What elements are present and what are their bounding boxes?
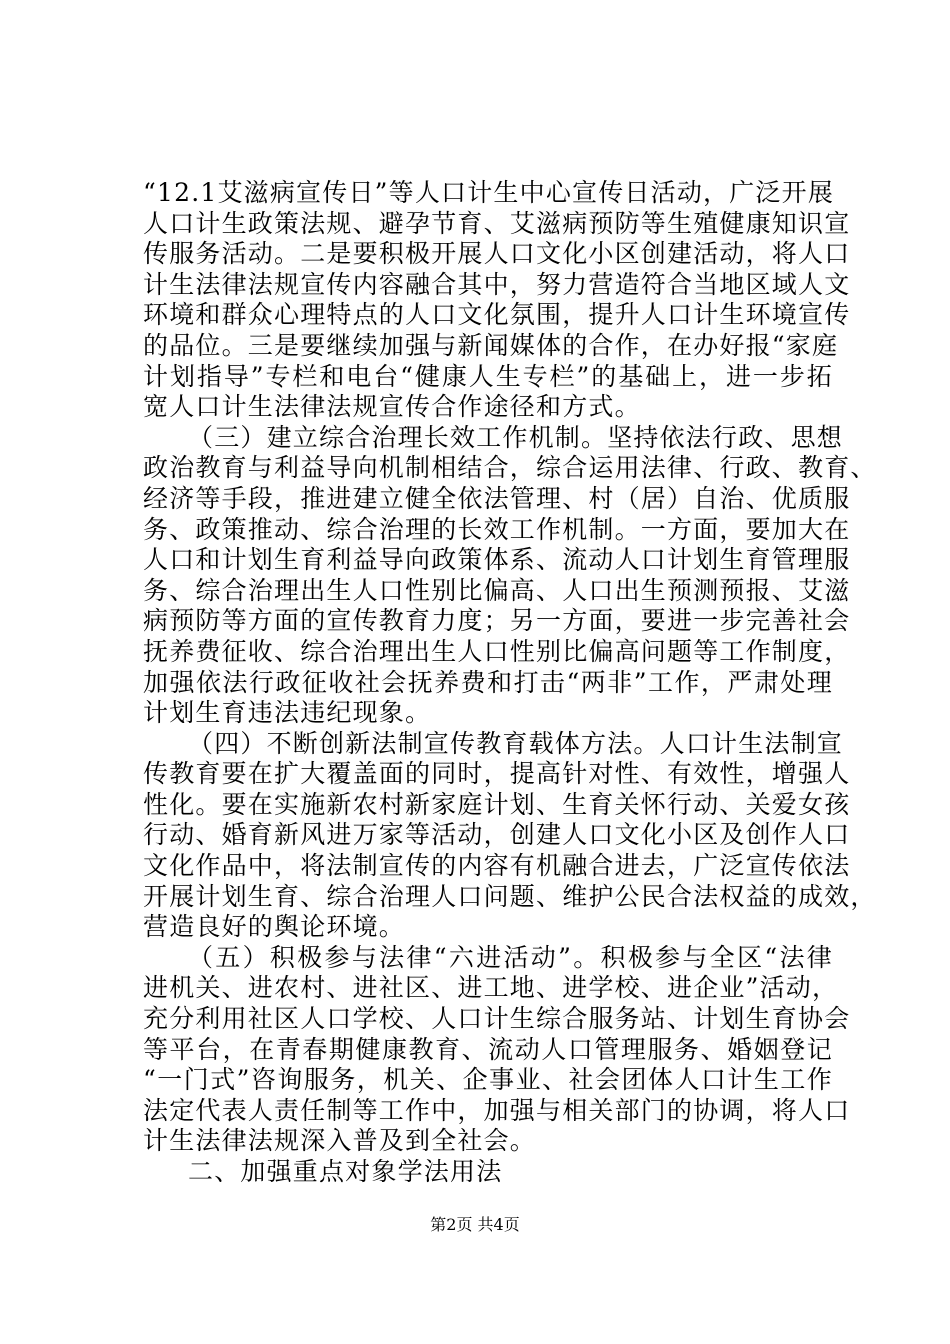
text-line: （五）积极参与法律“六进活动”。积极参与全区“法律: [188, 942, 833, 972]
section-heading: 二、加强重点对象学法用法: [188, 1157, 503, 1186]
text-line: 宽人口计生法律法规宣传合作途径和方式。: [143, 392, 641, 422]
text-line: 病预防等方面的宣传教育力度；另一方面，要进一步完善社会: [143, 606, 851, 636]
text-line: 务、综合治理出生人口性别比偏高、人口出生预测预报、艾滋: [143, 575, 851, 605]
text-line: （三）建立综合治理长效工作机制。坚持依法行政、思想: [188, 422, 844, 452]
text-line: 环境和群众心理特点的人口文化氛围，提升人口计生环境宣传: [143, 300, 851, 330]
text-line: 人口计生政策法规、避孕节育、艾滋病预防等生殖健康知识宣: [143, 208, 851, 238]
text-line: 计划指导”专栏和电台“健康人生专栏”的基础上，进一步拓: [143, 361, 833, 391]
body-text: [143, 178, 877, 1188]
text-line: 进机关、进农村、进社区、进工地、进学校、进企业”活动，: [143, 973, 839, 1003]
text-line: 加强依法行政征收社会抚养费和打击“两非”工作，严肃处理: [143, 667, 833, 697]
text-line: 行动、婚育新风进万家等活动，创建人口文化小区及创作人口: [143, 820, 851, 850]
text-line: 计划生育违法违纪现象。: [143, 698, 432, 728]
text-line: 开展计划生育、综合治理人口问题、维护公民合法权益的成效，: [143, 881, 877, 911]
text-line: 务、政策推动、综合治理的长效工作机制。一方面，要加大在: [143, 514, 851, 544]
text-line: “一门式”咨询服务，机关、企事业、社会团体人口计生工作: [143, 1065, 833, 1095]
text-line: 传教育要在扩大覆盖面的同时，提高针对性、有效性，增强人: [143, 759, 851, 789]
text-line: 政治教育与利益导向机制相结合，综合运用法律、行政、教育、: [143, 453, 877, 483]
text-line: 法定代表人责任制等工作中，加强与相关部门的协调，将人口: [143, 1095, 851, 1125]
text-line: 计生法律法规宣传内容融合其中，努力营造符合当地区域人文: [143, 269, 851, 299]
text-line: 传服务活动。二是要积极开展人口文化小区创建活动，将人口: [143, 239, 851, 269]
text-line: 营造良好的舆论环境。: [143, 912, 406, 942]
page-number-footer: 第2页 共4页: [430, 1215, 520, 1234]
text-line: 计生法律法规深入普及到全社会。: [143, 1126, 537, 1156]
text-line: 的品位。三是要继续加强与新闻媒体的合作，在办好报“家庭: [143, 330, 839, 360]
text-line: （四）不断创新法制宣传教育载体方法。人口计生法制宣: [188, 728, 844, 758]
text-line: 等平台，在青春期健康教育、流动人口管理服务、婚姻登记: [143, 1034, 833, 1064]
text-line: 经济等手段，推进建立健全依法管理、村（居）自治、优质服: [143, 483, 851, 513]
text-line: 人口和计划生育利益导向政策体系、流动人口计划生育管理服: [143, 545, 851, 575]
text-line: 文化作品中，将法制宣传的内容有机融合进去，广泛宣传依法: [143, 851, 851, 881]
text-line: 性化。要在实施新农村新家庭计划、生育关怀行动、关爱女孩: [143, 789, 851, 819]
text-line: 充分利用社区人口学校、人口计生综合服务站、计划生育协会: [143, 1004, 851, 1034]
text-line: “12.1艾滋病宣传日”等人口计生中心宣传日活动，广泛开展: [143, 178, 835, 207]
text-line: 抚养费征收、综合治理出生人口性别比偏高问题等工作制度，: [143, 636, 851, 666]
